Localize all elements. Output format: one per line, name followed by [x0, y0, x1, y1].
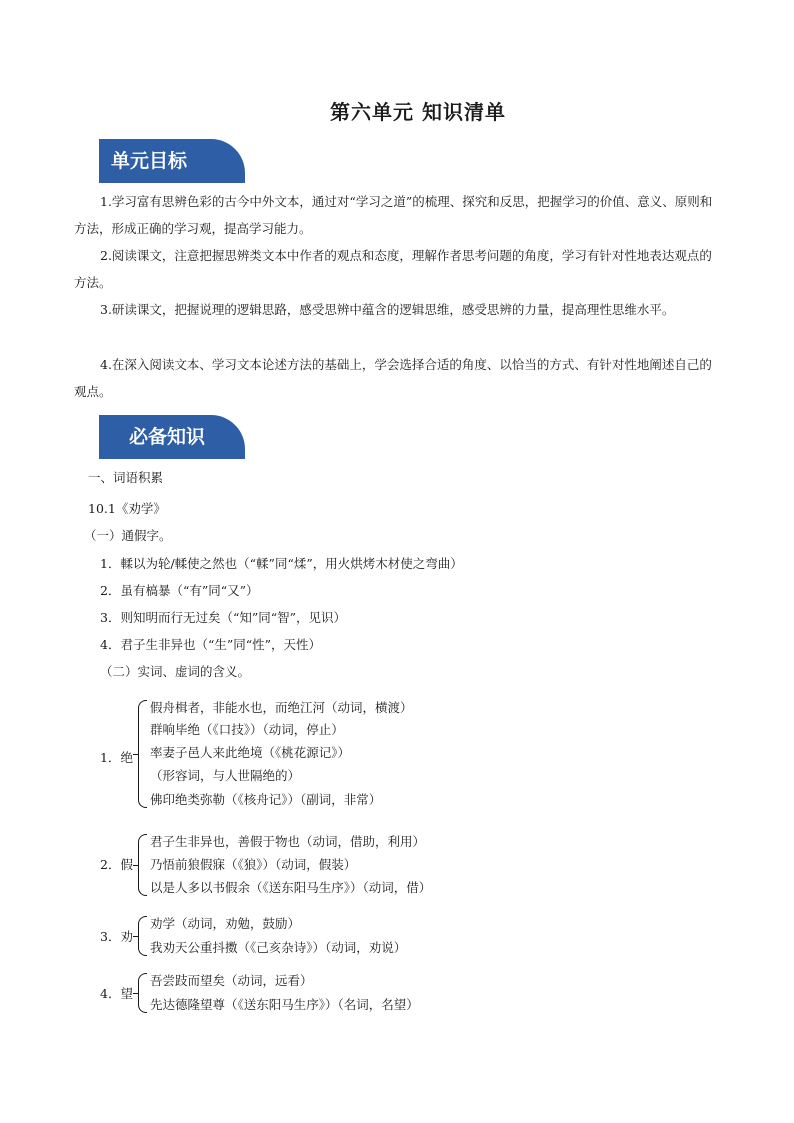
word-meaning: 以是人多以书假余（《送东阳马生序》）（动词，借）	[150, 880, 432, 895]
tongjia-item: 2．虽有槁暴（“有”同“又”）	[100, 583, 259, 598]
tongjia-item: 1．輮以为轮/輮使之然也（“輮”同“煣”，用火烘烤木材使之弯曲）	[100, 556, 463, 571]
word-meaning: 乃悟前狼假寐（《狼》）（动词，假装）	[150, 857, 357, 872]
word-meaning: （形容词，与人世隔绝的）	[150, 768, 301, 783]
word-meaning: 先达德隆望尊（《送东阳马生序》）（名词，名望）	[150, 997, 419, 1012]
word-meaning: 群响毕绝（《口技》）（动词，停止）	[150, 722, 344, 737]
word-label: 1．绝	[100, 750, 133, 765]
goal-item: 2.阅读课文，注意把握思辨类文本中作者的观点和态度，理解作者思考问题的角度，学习有针对性地表达观点的方法。	[74, 248, 712, 290]
brace-icon	[138, 973, 147, 1013]
word-meaning: 我劝天公重抖擞（《己亥杂诗》）（动词，劝说）	[150, 940, 407, 955]
word-label: 2．假	[100, 857, 133, 872]
tongjia-item: 4．君子生非异也（“生”同“性”，天性）	[100, 637, 322, 652]
brace-icon	[138, 700, 147, 808]
tongjia-heading: （一）通假字。	[84, 528, 172, 543]
goal-item: 4.在深入阅读文本、学习文本论述方法的基础上，学会选择合适的角度、以恰当的方式、有针对性地阐述自己的观点。	[74, 357, 712, 399]
word-meaning: 率妻子邑人来此绝境（《桃花源记》）	[150, 745, 351, 760]
word-label: 4．望	[100, 986, 133, 1001]
subsection-heading: 一、词语积累	[88, 470, 164, 485]
lesson-title: 10.1《劝学》	[88, 501, 166, 516]
shixu-heading: （二）实词、虚词的含义。	[100, 664, 251, 679]
page-title: 第六单元 知识清单	[330, 100, 506, 124]
word-meaning: 佛印绝类弥勒（《核舟记》）（副词，非常）	[150, 792, 382, 807]
brace-icon	[138, 916, 147, 956]
word-meaning: 吾尝跂而望矣（动词，远看）	[150, 973, 313, 988]
goal-item: 1.学习富有思辨色彩的古今中外文本，通过对“学习之道”的梳理、探究和反思，把握学习的价值、意义、原则和方法，形成正确的学习观，提高学习能力。	[74, 194, 713, 236]
word-label: 3．劝	[100, 929, 133, 944]
tongjia-item: 3．则知明而行无过矣（“知”同“智”，见识）	[100, 610, 347, 625]
section-header-essential-knowledge: 必备知识	[99, 415, 245, 459]
brace-icon	[138, 834, 147, 896]
section-header-unit-goals: 单元目标	[99, 139, 245, 183]
goal-item: 3.研读课文，把握说理的逻辑思路，感受思辨中蕴含的逻辑思维，感受思辨的力量，提高理性思维水平。	[100, 302, 675, 317]
word-meaning: 劝学（动词，劝勉，鼓励）	[150, 916, 301, 931]
word-meaning: 假舟楫者，非能水也，而绝江河（动词，横渡）	[150, 700, 413, 715]
word-meaning: 君子生非异也，善假于物也（动词，借助，利用）	[150, 834, 426, 849]
